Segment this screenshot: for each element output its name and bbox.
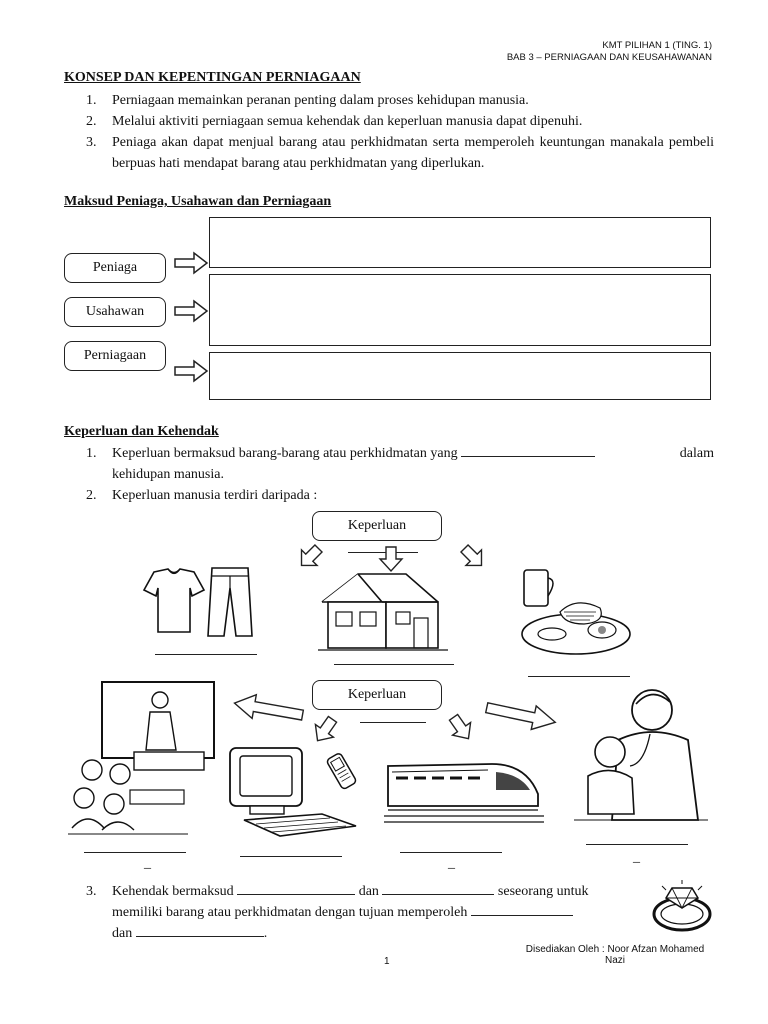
section-heading-keperluan: Keperluan dan Kehendak	[64, 424, 219, 439]
arrow-right-icon	[174, 252, 208, 274]
item-text: Keperluan bermaksud barang-barang atau perkhidmatan yang	[112, 446, 458, 461]
keperluan-box-top: Keperluan	[312, 511, 442, 541]
arrow-right-icon	[174, 300, 208, 322]
meal-icon	[516, 568, 632, 658]
item-text: dalam	[679, 446, 714, 461]
credit-line: Nazi	[604, 955, 625, 966]
intro-item	[86, 111, 714, 132]
item-text: Kehendak bermaksud	[112, 884, 234, 899]
item-number: 3.	[86, 135, 97, 150]
answer-box-perniagaan[interactable]	[209, 352, 711, 400]
item-text: kehidupan manusia.	[112, 467, 224, 482]
arrow-down-right-icon	[458, 544, 488, 570]
item-number: 3.	[86, 884, 97, 899]
keperluan-item-1	[86, 443, 714, 506]
fill-blank[interactable]	[471, 903, 573, 916]
blank-mark: _	[448, 856, 455, 871]
item-text: seseorang untuk	[497, 884, 589, 899]
page-number: 1	[384, 956, 390, 967]
section-heading-maksud: Maksud Peniaga, Usahawan dan Perniagaan	[64, 194, 332, 209]
item-number: 1.	[86, 93, 97, 108]
header-chapter: BAB 3 – PERNIAGAAN DAN KEUSAHAWANAN	[506, 52, 712, 63]
house-icon	[318, 568, 453, 654]
item-text: dan	[358, 884, 379, 899]
classroom-icon	[68, 678, 218, 838]
kehendak-item	[86, 881, 646, 944]
term-perniagaan: Perniagaan	[64, 341, 166, 371]
fill-blank[interactable]	[461, 444, 595, 457]
intro-item	[86, 132, 714, 174]
term-peniaga: Peniaga	[64, 253, 166, 283]
blank-mark: _	[633, 850, 640, 865]
blank-line[interactable]	[84, 852, 186, 853]
intro-list	[86, 90, 714, 174]
blank-line[interactable]	[155, 654, 257, 655]
arrow-down-right-icon	[446, 714, 476, 742]
intro-item	[86, 90, 714, 111]
arrow-down-left-icon	[295, 544, 325, 570]
item-text: memiliki barang atau perkhidmatan dengan tujuan memperoleh	[112, 905, 468, 920]
footer-credit	[500, 944, 730, 966]
arrow-right-icon	[174, 360, 208, 382]
train-icon	[384, 750, 544, 824]
answer-box-peniaga[interactable]	[209, 217, 711, 268]
arrow-right-icon	[484, 700, 558, 730]
fill-blank[interactable]	[136, 924, 264, 937]
item-number: 1.	[86, 446, 97, 461]
blank-mark: _	[144, 856, 151, 871]
doctor-icon	[574, 684, 708, 824]
blank-line[interactable]	[586, 844, 688, 845]
item-text: Keperluan manusia terdiri daripada :	[112, 488, 318, 503]
item-text: dan	[112, 926, 133, 941]
keperluan-box-bottom: Keperluan	[312, 680, 442, 710]
item-text: Peniaga akan dapat menjual barang atau perkhidmatan serta memperoleh keuntungan manakala pembeli berpuas hati mendapat barang atau perkhidmatan yang diperlukan.	[112, 135, 714, 171]
fill-blank[interactable]	[237, 882, 355, 895]
ring-icon	[648, 880, 716, 936]
credit-line: Disediakan Oleh : Noor Afzan Mohamed	[525, 944, 705, 955]
page-title: KONSEP DAN KEPENTINGAN PERNIAGAAN	[64, 70, 361, 85]
blank-line[interactable]	[240, 856, 342, 857]
item-number: 2.	[86, 488, 97, 503]
term-usahawan: Usahawan	[64, 297, 166, 327]
trousers-icon	[206, 566, 256, 638]
arrow-left-icon	[232, 696, 304, 722]
blank-line[interactable]	[400, 852, 502, 853]
blank-line[interactable]	[334, 664, 454, 665]
fill-blank[interactable]	[382, 882, 494, 895]
item-text: Melalui aktiviti perniagaan semua kehendak dan keperluan manusia dapat dipenuhi.	[112, 114, 583, 129]
item-number: 2.	[86, 114, 97, 129]
phone-icon	[322, 752, 362, 792]
blank-line[interactable]	[528, 676, 630, 677]
item-text: .	[263, 926, 268, 941]
header-course: KMT PILIHAN 1 (TING. 1)	[602, 40, 712, 51]
blank-line[interactable]	[360, 722, 426, 723]
item-text: Perniagaan memainkan peranan penting dalam proses kehidupan manusia.	[112, 93, 529, 108]
answer-box-usahawan[interactable]	[209, 274, 711, 346]
